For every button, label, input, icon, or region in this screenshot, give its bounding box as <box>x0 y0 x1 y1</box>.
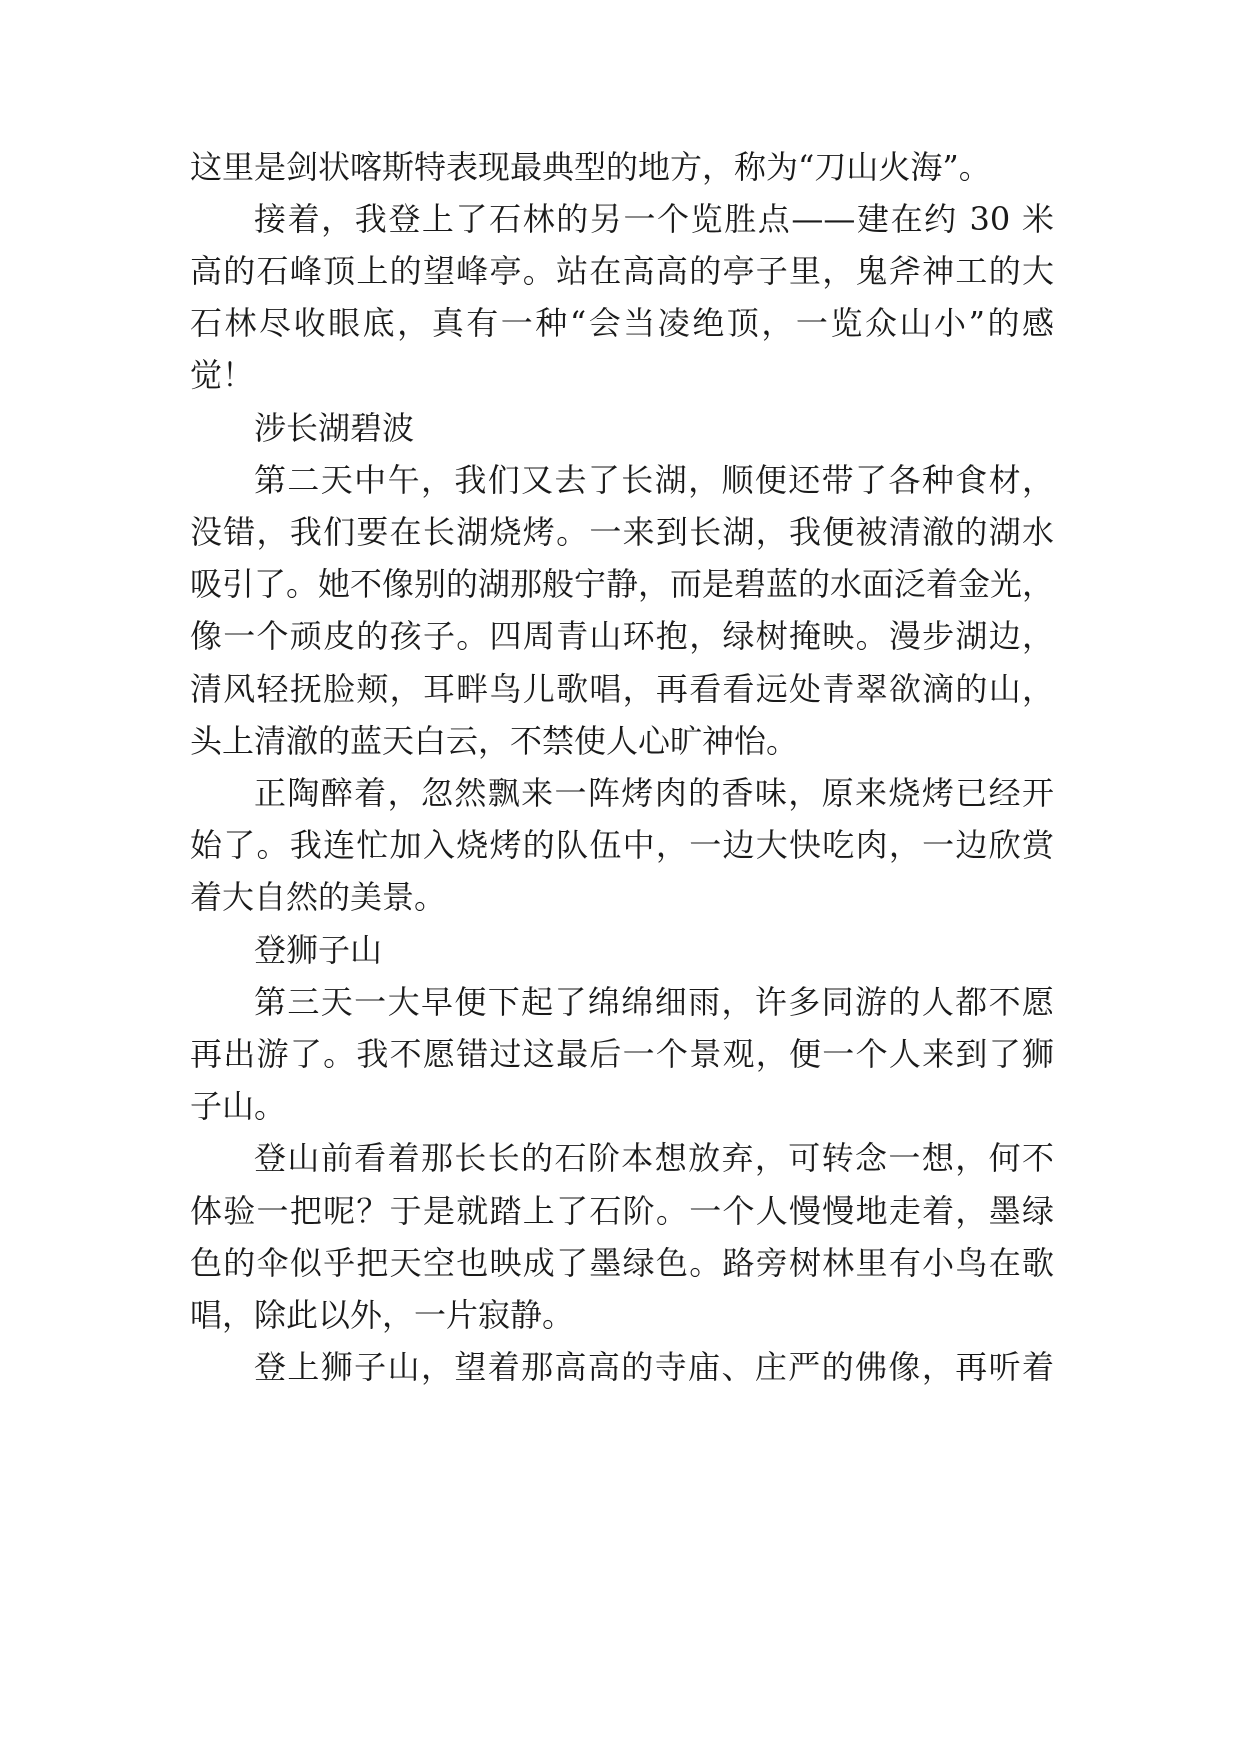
paragraph-line: 再出游了。我不愿错过这最后一个景观，便一个人来到了狮 <box>190 1035 1054 1073</box>
section-heading: 登狮子山 <box>254 931 383 969</box>
paragraph-line: 接着，我登上了石林的另一个览胜点——建在约 30 米 <box>254 200 1054 238</box>
section-heading: 涉长湖碧波 <box>254 409 415 447</box>
paragraph-line: 第二天中午，我们又去了长湖，顺便还带了各种食材， <box>254 461 1054 499</box>
paragraph-line: 着大自然的美景。 <box>190 878 447 916</box>
paragraph-line: 这里是剑状喀斯特表现最典型的地方，称为“刀山火海”。 <box>190 148 991 186</box>
paragraph-line: 唱，除此以外，一片寂静。 <box>190 1296 575 1334</box>
paragraph-line: 正陶醉着，忽然飘来一阵烤肉的香味，原来烧烤已经开 <box>254 774 1054 812</box>
paragraph-line: 始了。我连忙加入烧烤的队伍中，一边大快吃肉，一边欣赏 <box>190 826 1054 864</box>
paragraph-line: 色的伞似乎把天空也映成了墨绿色。路旁树林里有小鸟在歌 <box>190 1244 1054 1282</box>
paragraph-line: 登上狮子山，望着那高高的寺庙、庄严的佛像，再听着 <box>254 1348 1054 1386</box>
paragraph-line: 像一个顽皮的孩子。四周青山环抱，绿树掩映。漫步湖边， <box>190 617 1054 655</box>
paragraph-line: 觉！ <box>190 356 255 394</box>
paragraph-line: 子山。 <box>190 1087 287 1125</box>
paragraph-line: 头上清澈的蓝天白云，不禁使人心旷神怡。 <box>190 722 799 760</box>
paragraph-line: 清风轻抚脸颊，耳畔鸟儿歌唱，再看看远处青翠欲滴的山， <box>190 670 1054 708</box>
paragraph-line: 高的石峰顶上的望峰亭。站在高高的亭子里，鬼斧神工的大 <box>190 252 1054 290</box>
paragraph-line: 石林尽收眼底，真有一种“会当凌绝顶，一览众山小”的感 <box>190 304 1054 342</box>
paragraph-line: 没错，我们要在长湖烧烤。一来到长湖，我便被清澈的湖水 <box>190 513 1054 551</box>
paragraph-line: 体验一把呢？于是就踏上了石阶。一个人慢慢地走着，墨绿 <box>190 1192 1054 1230</box>
paragraph-line: 第三天一大早便下起了绵绵细雨，许多同游的人都不愿 <box>254 983 1054 1021</box>
paragraph-line: 登山前看着那长长的石阶本想放弃，可转念一想，何不 <box>254 1139 1054 1177</box>
paragraph-line: 吸引了。她不像别的湖那般宁静，而是碧蓝的水面泛着金光， <box>190 565 1054 603</box>
